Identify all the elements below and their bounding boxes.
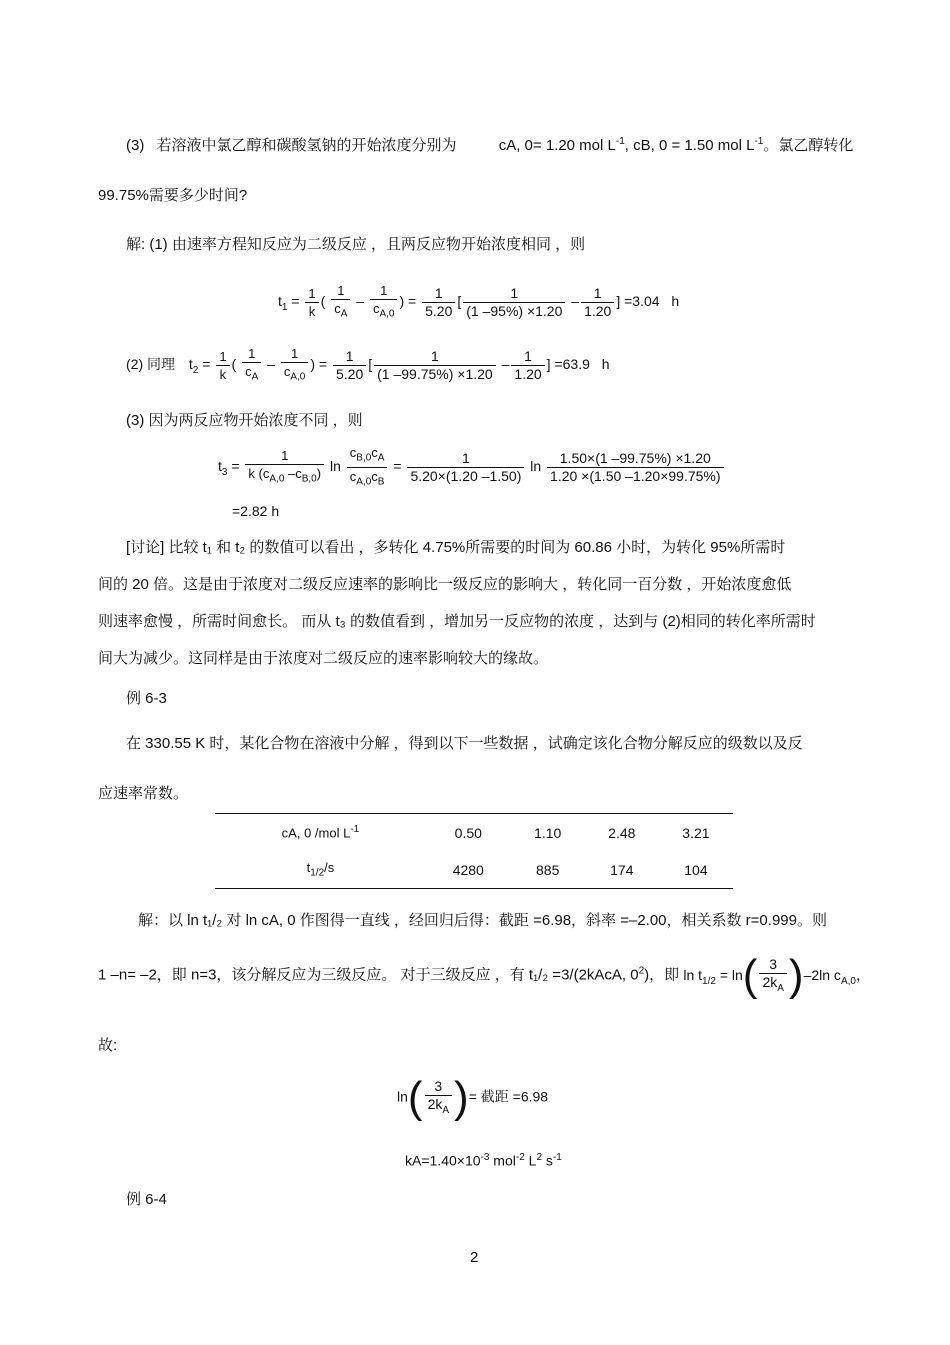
left-paren-icon: ( bbox=[407, 1073, 423, 1122]
table-row-concentration bbox=[215, 814, 733, 852]
cond-a-sup: -1 bbox=[615, 136, 625, 147]
left-paren-icon: ( bbox=[742, 951, 758, 1000]
sol63-l2-sup: 2 bbox=[638, 965, 645, 977]
eq3-n2a: c bbox=[349, 445, 357, 460]
table-cell: 0.50 bbox=[426, 814, 511, 852]
solution-6-3-line-2 bbox=[98, 951, 870, 1000]
table-cell: 4280 bbox=[426, 851, 511, 889]
eq1-frac2-den bbox=[331, 300, 350, 323]
eq2-ca0: c bbox=[283, 364, 291, 379]
half-life-data-table bbox=[215, 813, 733, 889]
eq2-ca: c bbox=[245, 364, 252, 379]
question-3-text: 若溶液中氯乙醇和碳酸氢钠的开始浓度分别为 bbox=[156, 137, 457, 154]
eq2-ca-sub: A bbox=[251, 371, 259, 383]
eq3-result: =2.82 h bbox=[232, 503, 280, 519]
eq3-d2d: B bbox=[377, 476, 385, 488]
sol63-inline-eq bbox=[683, 951, 870, 1000]
discussion-paragraph bbox=[98, 529, 853, 677]
question-3-line2: 99.75%需要多少时间? bbox=[98, 187, 248, 204]
eq2-frac-big bbox=[374, 348, 496, 383]
eq3-frac2-num bbox=[347, 444, 388, 468]
example-6-3-title: 例 6-3 bbox=[126, 690, 167, 707]
eq5-s4: -1 bbox=[552, 1152, 562, 1163]
eq1-lhs: $t_1$ = bbox=[278, 293, 300, 313]
eq1-frac1-den: k bbox=[308, 303, 316, 319]
eq1-ca-sub: A bbox=[340, 308, 348, 320]
eq1-frac3-num: 1 bbox=[370, 282, 398, 300]
eq1-ca0: c bbox=[372, 301, 380, 316]
eq5-s2: -2 bbox=[515, 1152, 525, 1163]
table-cell: 1.10 bbox=[511, 814, 585, 852]
eq2-frac1-den: k bbox=[219, 366, 227, 382]
eq1-frac2-num: 1 bbox=[331, 282, 350, 300]
solution-1-intro: 解: (1) 由速率方程知反应为二级反应 ，且两反应物开始浓度相同 ，则 bbox=[126, 236, 586, 253]
eq3-d2b: A,0 bbox=[356, 476, 372, 488]
sol63-frac-den-sub: A bbox=[777, 982, 784, 994]
question-3-cond-b bbox=[625, 137, 764, 154]
eq3-t-sub: 3 bbox=[221, 466, 228, 478]
eq2-ca0-sub: A,0 bbox=[290, 371, 306, 383]
sol63-frac bbox=[759, 956, 786, 997]
eq2-frac5-den: (1 –99.75%) ×1.20 bbox=[377, 365, 493, 382]
eq3-frac3-num: 1 bbox=[407, 450, 524, 468]
eq1-frac3-den bbox=[370, 300, 398, 323]
row1-label-text: cA, 0 /mol L bbox=[281, 825, 351, 841]
eq1-frac-1-over-ca bbox=[331, 282, 350, 323]
question-3-tail: 。氯乙醇转化 bbox=[763, 137, 854, 154]
eq1-frac6-den: 1.20 bbox=[584, 302, 612, 319]
row2-label-unit: /s bbox=[324, 860, 335, 876]
eq3-lhs: $t_3$ = bbox=[218, 457, 240, 478]
eq3-frac-num2 bbox=[547, 450, 723, 485]
eq3-n2c: c bbox=[371, 445, 378, 460]
row1-label-sup: -1 bbox=[350, 824, 360, 836]
discussion-line-3: 则速率愈慢 ，所需时间愈长。 而从 t₃ 的数值看到 ，增加另一反应物的浓度 ，达到与 (2)相同的转化率所需时 bbox=[98, 613, 816, 630]
table-cell: 885 bbox=[511, 851, 585, 889]
eq5-b: mol bbox=[489, 1152, 516, 1169]
discussion-line-4: 间大为减少。这同样是由于浓度对二级反应的速率影响较大的缘故。 bbox=[98, 650, 549, 667]
right-paren-icon: ) bbox=[788, 951, 804, 1000]
eq2-frac4-den: 5.20 bbox=[336, 365, 364, 382]
eq5-a: kA=1.40×10 bbox=[405, 1152, 481, 1169]
table-cell: 174 bbox=[585, 851, 659, 889]
eq3-frac2-den bbox=[347, 468, 388, 491]
solution-3-intro: (3) 因为两反应物开始浓度不同 ，则 bbox=[126, 412, 363, 429]
eq1-frac-big bbox=[463, 285, 565, 320]
equation-intercept bbox=[397, 1073, 549, 1122]
eq1-frac1-num: 1 bbox=[305, 285, 318, 303]
eq3-ln-2: ln bbox=[530, 457, 542, 474]
eq2-frac6-num: 1 bbox=[511, 348, 544, 366]
eq2-frac-1-over-120 bbox=[511, 348, 544, 383]
sol63-tail: –2ln c bbox=[803, 966, 841, 983]
eq1-frac6-num: 1 bbox=[581, 285, 614, 303]
sol63-ln-t: ln t bbox=[683, 966, 703, 983]
eq1-ca0-sub: A,0 bbox=[379, 308, 395, 320]
eq1-frac4-num: 1 bbox=[422, 285, 455, 303]
table-cell: 2.48 bbox=[585, 814, 659, 852]
eq3-frac1-num: 1 bbox=[245, 447, 324, 465]
eq2-frac-1-over-k bbox=[216, 348, 229, 383]
eq2-unit: h bbox=[601, 356, 610, 372]
eq4-ln: ln bbox=[397, 1088, 408, 1105]
eq3-frac1-den: k ($c_{A,0}$ $-c_{B,0}$) bbox=[248, 465, 322, 485]
eq5-c: L bbox=[524, 1152, 537, 1169]
right-paren-icon: ) bbox=[454, 1073, 469, 1122]
solution-6-3-line-3: 故: bbox=[98, 1037, 118, 1054]
eq4-den: 2k bbox=[427, 1095, 443, 1112]
question-3-label: (3) bbox=[126, 137, 145, 154]
eq3-den1d: B,0 bbox=[301, 473, 317, 485]
sol63-frac-den bbox=[759, 974, 786, 997]
eq4-frac-num: 3 bbox=[425, 1078, 452, 1096]
sol63-end: ， bbox=[855, 966, 870, 983]
cond-b-sup: -1 bbox=[754, 136, 764, 147]
question-3-line1 bbox=[126, 134, 853, 155]
sol63-l2b: )，即 bbox=[644, 966, 680, 984]
eq3-n2d: A bbox=[377, 452, 385, 464]
eq1-t-sub: 1 bbox=[281, 301, 288, 313]
eq1-frac-1-over-120 bbox=[581, 285, 614, 320]
eq1-frac5-den: (1 –95%) ×1.20 bbox=[466, 302, 563, 319]
eq2-frac2-num: 1 bbox=[242, 345, 261, 363]
equation-t1: $t_1$ = $\frac{1}{k}$ ( $\frac{1}{c_A}$ – $\frac{1}{c_{A,0}}$ ) = $\frac{1}{5.20}$ [ $\frac{1}{(1 -95\%) \times 1.20}$ – $\frac{1}{1.20}$ ] =3.04 h bbox=[278, 282, 679, 323]
eq2-frac6-den: 1.20 bbox=[514, 365, 542, 382]
eq2-result: =63.9 bbox=[554, 356, 590, 372]
cond-b-text: , cB, 0 = 1.50 mol L bbox=[624, 137, 755, 154]
sol63-l2a: 1 –n= –2，即 n=3，该分解反应为三级反应。 对于三级反应 ，有 t₁/₂ =3/(2kAcA, 0 bbox=[98, 966, 639, 984]
sol63-frac-den-a: 2k bbox=[762, 973, 778, 990]
eq1-frac-1-over-520 bbox=[422, 285, 455, 320]
equation-rate-constant bbox=[405, 1152, 562, 1169]
row2-label-t: t bbox=[306, 860, 311, 876]
eq3-d2a: c bbox=[349, 468, 357, 484]
sol63-eq-ln: = ln bbox=[715, 966, 743, 983]
eq2-frac3-num: 1 bbox=[281, 345, 309, 363]
eq3-frac4-den: 1.20 ×(1.50 –1.20×99.75%) bbox=[550, 467, 721, 484]
discussion-line-1: [讨论] 比较 t₁ 和 t₂ 的数值可以看出 ，多转化 4.75%所需要的时间为 60.86 小时，为转化 95%所需时 bbox=[126, 539, 786, 556]
eq1-frac5-num: 1 bbox=[463, 285, 565, 303]
eq1-t: t bbox=[278, 293, 282, 309]
table-cell: 104 bbox=[659, 851, 733, 889]
eq2-frac1-num: 1 bbox=[216, 348, 229, 366]
eq2-frac-1-over-520 bbox=[333, 348, 366, 383]
eq4-rest: = 截距 =6.98 bbox=[468, 1088, 549, 1105]
eq2-frac2-den bbox=[242, 363, 261, 386]
eq3-t: t bbox=[218, 457, 222, 474]
eq5-s1: -3 bbox=[480, 1152, 490, 1163]
eq2-t: t bbox=[188, 356, 193, 372]
discussion-line-2: 间的 20 倍。这是由于浓度对二级反应速率的影响比一级反应的影响大 ，转化同一百分数 ，开始浓度愈低 bbox=[98, 576, 792, 593]
eq1-frac4-den: 5.20 bbox=[425, 302, 453, 319]
table-cell: 3.21 bbox=[659, 814, 733, 852]
eq3-den1c: –c bbox=[284, 465, 302, 481]
eq4-frac-den bbox=[425, 1096, 452, 1119]
eq3-den1a: k (c bbox=[248, 465, 270, 481]
eq2-frac4-num: 1 bbox=[333, 348, 366, 366]
eq2-t-sub: 2 bbox=[192, 364, 199, 376]
example-6-3-line-1: 在 330.55 K 时，某化合物在溶液中分解 ，得到以下一些数据 ，试确定该化合物分解反应的级数以及反 bbox=[126, 735, 803, 752]
eq2-frac3-den bbox=[281, 363, 309, 386]
table-row1-label bbox=[215, 814, 426, 852]
eq3-ln-1: ln bbox=[329, 457, 341, 474]
eq3-frac-num bbox=[407, 450, 524, 485]
eq3-frac3-den: 5.20×(1.20 –1.50) bbox=[410, 467, 522, 484]
sol63-ln-t-sub: 1/2 bbox=[702, 975, 716, 987]
page-number: 2 bbox=[470, 1249, 479, 1266]
eq3-frac-k bbox=[245, 447, 324, 488]
eq3-frac4-num: 1.50×(1 –99.75%) ×1.20 bbox=[547, 450, 723, 468]
eq3-frac-conc bbox=[347, 444, 388, 490]
question-3-cond-a bbox=[499, 137, 625, 154]
table-row-half-life bbox=[215, 851, 733, 889]
eq3-den1b: A,0 bbox=[269, 473, 285, 485]
table-row2-label bbox=[215, 851, 426, 889]
eq1-unit: h bbox=[671, 293, 680, 309]
example-6-3-line-2: 应速率常数。 bbox=[98, 785, 189, 802]
eq2-frac-1-over-ca bbox=[242, 345, 261, 386]
eq4-frac bbox=[425, 1078, 452, 1119]
row2-label-sub: 1/2 bbox=[310, 867, 325, 879]
sol63-frac-num: 3 bbox=[759, 956, 786, 974]
eq3-d2c: c bbox=[371, 468, 378, 484]
eq2-frac5-num: 1 bbox=[374, 348, 496, 366]
eq1-result: =3.04 bbox=[624, 293, 660, 309]
solution-6-3-line-1: 解：以 ln t₁/₂ 对 ln cA, 0 作图得一直线 ，经回归后得：截距 =6.98，斜率 =–2.00，相关系数 r=0.999。则 bbox=[138, 912, 827, 929]
eq1-frac-1-over-k bbox=[305, 285, 318, 320]
eq2-label: (2) 同理 bbox=[126, 356, 175, 372]
eq2-lhs: $t_2$ = bbox=[188, 356, 211, 376]
eq1-frac-1-over-ca0 bbox=[370, 282, 398, 323]
cond-a-text: cA, 0= 1.20 mol L bbox=[498, 137, 616, 154]
eq1-ca: c bbox=[334, 301, 341, 316]
eq2-frac-1-over-ca0 bbox=[281, 345, 309, 386]
sol63-tail-sub: A,0 bbox=[840, 975, 856, 987]
eq5-d: s bbox=[542, 1152, 553, 1169]
equation-t3: $t_3$ = $\frac{1}{k (c_{A,0} -c_{B,0})}$ ln $\frac{c_{B,0}c_A}{c_{A,0}c_B}$ = $\frac{1}{5.20\times(1.20 -1.50)}$ ln $\frac{1.50\times(1 -99.75\%) \times 1.20}{1.20 \times(1.50 -1.20\times 99.75\%)}$ bbox=[218, 444, 726, 490]
eq4-den-sub: A bbox=[442, 1104, 450, 1116]
example-6-4-title: 例 6-4 bbox=[126, 1191, 167, 1208]
equation-t2: (2) 同理 $t_2$ = $\frac{1}{k}$ ( $\frac{1}{c_A}$ – $\frac{1}{c_{A,0}}$ ) = $\frac{1}{5.20}$ [ $\frac{1}{(1 -99.75\%) \times 1.20}$ – $\frac{1}{1.20}$ ] =63.9 h bbox=[126, 345, 610, 386]
eq5-s3: 2 bbox=[536, 1152, 543, 1163]
eq3-n2b: B,0 bbox=[356, 452, 372, 464]
